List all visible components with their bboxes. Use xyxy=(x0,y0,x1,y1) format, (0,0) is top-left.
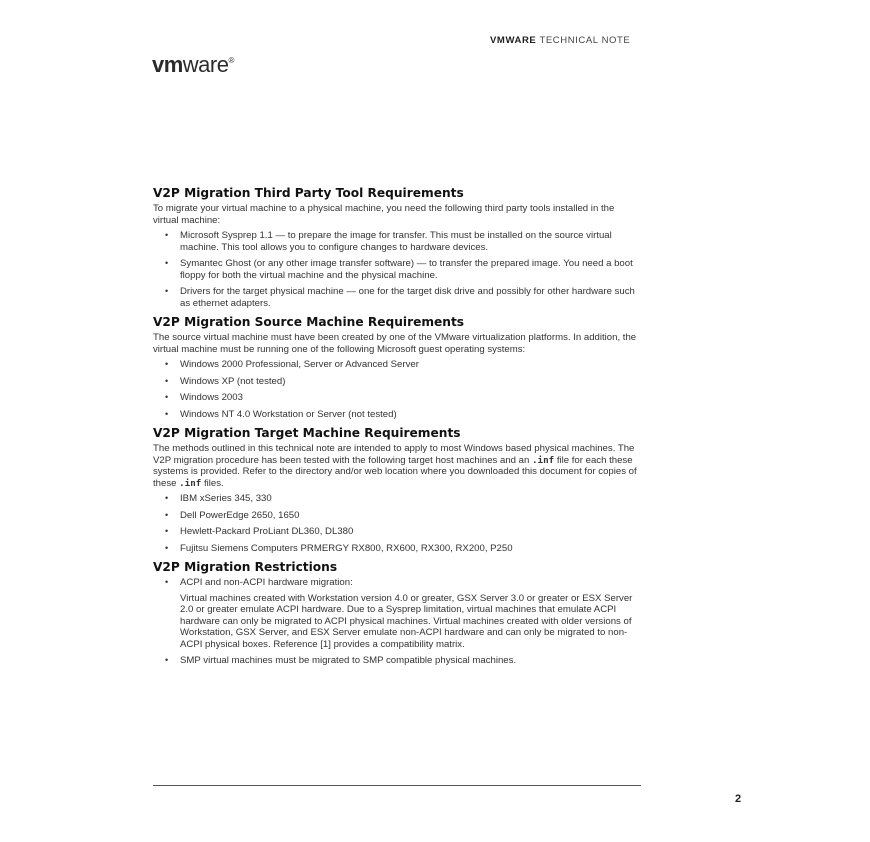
section-restrictions xyxy=(153,560,641,667)
section-target-machine xyxy=(153,426,641,554)
list-item: • Symantec Ghost (or any other image transfer software) — to transfer the prepared image. You need a boot floppy for both the virtual machine and the physical machine. xyxy=(153,258,641,281)
section-heading: V2P Migration Third Party Tool Requirements xyxy=(153,186,464,200)
logo-vm: vm xyxy=(152,52,183,77)
list-item: • Windows NT 4.0 Workstation or Server (not tested) xyxy=(153,409,641,421)
section-heading: V2P Migration Restrictions xyxy=(153,560,338,574)
bullet-list xyxy=(153,493,641,554)
list-item xyxy=(153,577,641,650)
footer-divider xyxy=(153,785,641,786)
inf-file-extension: .inf xyxy=(179,477,202,489)
section-heading: V2P Migration Target Machine Requirements xyxy=(153,426,461,440)
list-item: • SMP virtual machines must be migrated to SMP compatible physical machines. xyxy=(153,655,641,667)
page-number: 2 xyxy=(735,793,742,805)
section-source-machine xyxy=(153,315,641,420)
header-note-label: TECHNICAL NOTE xyxy=(539,35,631,46)
section-intro: The source virtual machine must have been created by one of the VMware virtualization platforms. In addition, the virtual machine must be running one of the following Microsoft guest operating systems: xyxy=(153,332,637,355)
logo-registered-mark: ® xyxy=(228,56,234,65)
list-item: • Microsoft Sysprep 1.1 — to prepare the image for transfer. This must be installed on the source virtual machine. This tool allows you to configure changes to hardware devices. xyxy=(153,230,641,253)
list-item-title: ACPI and non-ACPI hardware migration: xyxy=(180,577,353,588)
list-item-detail: Virtual machines created with Workstation version 4.0 or greater, GSX Server 3.0 or greater or ESX Server 2.0 or greater emulate ACPI hardware. Due to a Sysprep limitation, virtual machines that emulate ACPI hardware can only be migrated to ACPI physical machines. Virtual machines created with older versions of Workstation, GSX Server, and ESX Server emulate non-ACPI hardware and can only be migrated to non-ACPI physical boxes. Reference [1] provides a compatibility matrix. xyxy=(180,592,633,650)
section-third-party-tools xyxy=(153,186,641,309)
section-intro: To migrate your virtual machine to a physical machine, you need the following third party tools installed in the virtual machine: xyxy=(153,203,615,226)
header-brand: VMWARE xyxy=(490,35,537,46)
bullet-list xyxy=(153,230,641,309)
bullet-list xyxy=(153,359,641,420)
list-item: • IBM xSeries 345, 330 xyxy=(153,493,641,505)
list-item: • Fujitsu Siemens Computers PRMERGY RX800, RX600, RX300, RX200, P250 xyxy=(153,543,641,555)
list-item: • Hewlett-Packard ProLiant DL360, DL380 xyxy=(153,526,641,538)
vmware-logo xyxy=(152,52,234,78)
list-item: • Windows 2003 xyxy=(153,392,641,404)
list-item: • Dell PowerEdge 2650, 1650 xyxy=(153,510,641,522)
list-item: • Windows 2000 Professional, Server or Advanced Server xyxy=(153,359,641,371)
list-item: • Windows XP (not tested) xyxy=(153,376,641,388)
section-intro xyxy=(153,443,641,489)
list-item: • Drivers for the target physical machine — one for the target disk drive and possibly for other hardware such as ethernet adapters. xyxy=(153,286,641,309)
intro-text-c: files. xyxy=(201,477,224,489)
document-body xyxy=(153,186,641,673)
logo-ware: ware xyxy=(182,52,229,77)
intro-text-a: The methods outlined in this technical note are intended to apply to most Windows based physical machines. The V2P migration procedure has been tested with the following target host machines and an xyxy=(153,443,635,466)
running-header xyxy=(490,35,630,46)
intro-text-b: file for each these systems is provided. Refer to the directory and/or web location where you downloaded this document for copies of these xyxy=(153,454,637,489)
bullet-list xyxy=(153,577,641,667)
section-heading: V2P Migration Source Machine Requirements xyxy=(153,315,465,329)
inf-file-extension: .inf xyxy=(532,454,555,466)
